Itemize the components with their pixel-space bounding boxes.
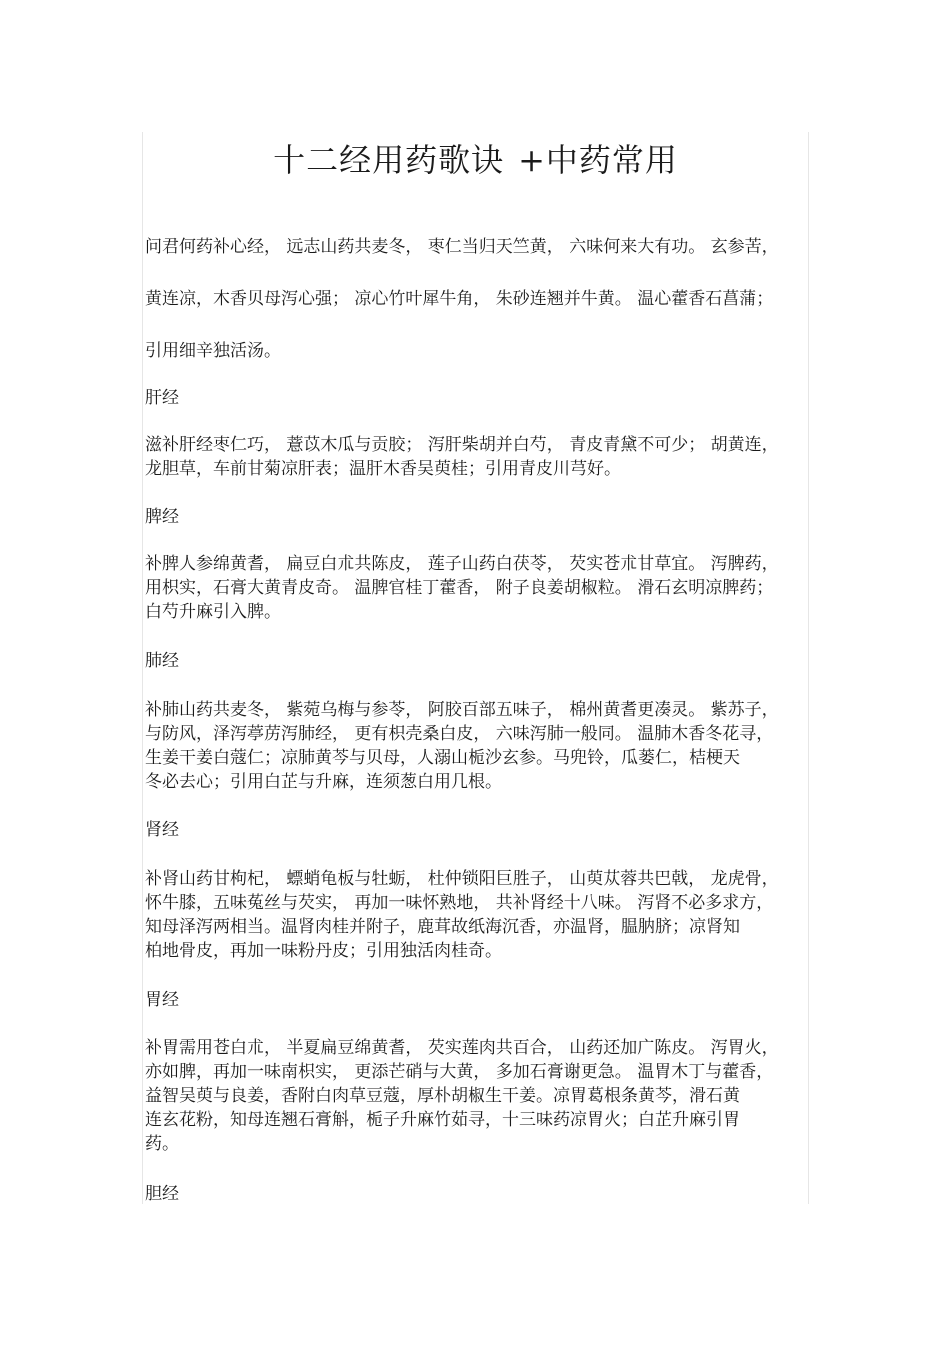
heart-paragraph — [145, 235, 810, 363]
section-heading-lung: 肺经 — [145, 651, 179, 671]
paragraph-line: 龙胆草，车前甘菊凉肝表；温肝木香吴萸桂；引用青皮川芎好。 — [145, 459, 621, 479]
section-heading-kidney: 肾经 — [145, 820, 179, 840]
section-heading-liver: 肝经 — [145, 388, 179, 408]
document-page — [142, 132, 809, 1204]
paragraph-line: 引用细辛独活汤。 — [145, 341, 281, 361]
lung-paragraph — [145, 698, 810, 794]
paragraph-line: 连玄花粉，知母连翘石膏斛，栀子升麻竹茹寻，十三味药凉胃火；白芷升麻引胃 — [145, 1110, 740, 1130]
paragraph-line: 补胃需用苍白朮， 半夏扁豆绵黄耆， 芡实莲肉共百合， 山药还加广陈皮。 泻胃火， — [145, 1038, 779, 1058]
section-heading-spleen: 脾经 — [145, 507, 179, 527]
paragraph-line: 冬必去心；引用白芷与升麻，连须葱白用几根。 — [145, 772, 502, 792]
liver-paragraph — [145, 433, 810, 481]
paragraph-line: 生姜干姜白蔻仁；凉肺黄芩与贝母，人溺山栀沙玄参。马兜铃，瓜蒌仁，桔梗天 — [145, 748, 740, 768]
paragraph-line: 黄连凉，木香贝母泻心强； 凉心竹叶犀牛角， 朱砂连翘并牛黄。 温心藿香石菖蒲； — [145, 289, 774, 309]
paragraph-line: 怀牛膝，五味菟丝与芡实， 再加一味怀熟地， 共补肾经十八味。 泻肾不必多求方， — [145, 893, 774, 913]
title-main: 十二经用药歌诀 — [273, 141, 505, 179]
section-heading-stomach: 胃经 — [145, 990, 179, 1010]
paragraph-line: 柏地骨皮，再加一味粉丹皮；引用独活肉桂奇。 — [145, 941, 502, 961]
paragraph-line: 亦如脾，再加一味南枳实， 更添芒硝与大黄， 多加石膏谢更急。 温胃木丁与藿香， — [145, 1062, 774, 1082]
document-title — [143, 138, 808, 182]
section-heading-gallbladder: 胆经 — [145, 1184, 179, 1204]
paragraph-line: 问君何药补心经， 远志山药共麦冬， 枣仁当归天竺黄， 六味何来大有功。 玄参苦， — [145, 237, 779, 257]
paragraph-line: 滋补肝经枣仁巧， 薏苡木瓜与贡胶； 泻肝柴胡并白芍， 青皮青黛不可少； 胡黄连， — [145, 435, 779, 455]
paragraph-line: 用枳实，石膏大黄青皮奇。 温脾官桂丁藿香， 附子良姜胡椒粒。 滑石玄明凉脾药； — [145, 578, 774, 598]
stomach-paragraph — [145, 1036, 810, 1156]
paragraph-line: 知母泽泻两相当。温肾肉桂并附子，鹿茸故纸海沉香，亦温肾，腽肭脐；凉肾知 — [145, 917, 740, 937]
paragraph-line: 补肺山药共麦冬， 紫菀乌梅与参苓， 阿胶百部五味子， 棉州黄耆更凑灵。 紫苏子， — [145, 700, 779, 720]
paragraph-line: 白芍升麻引入脾。 — [145, 602, 281, 622]
kidney-paragraph — [145, 867, 810, 963]
paragraph-line: 药。 — [145, 1134, 179, 1154]
spleen-paragraph — [145, 552, 810, 624]
paragraph-line: 益智吴萸与良姜，香附白肉草豆蔻，厚朴胡椒生干姜。凉胃葛根条黄芩，滑石黄 — [145, 1086, 740, 1106]
title-suffix: +中药常用 — [518, 141, 678, 179]
paragraph-line: 补脾人参绵黄耆， 扁豆白朮共陈皮， 莲子山药白茯苓， 芡实苍朮甘草宜。 泻脾药， — [145, 554, 779, 574]
paragraph-line: 与防风，泽泻葶苈泻肺经， 更有枳壳桑白皮， 六味泻肺一般同。 温肺木香冬花寻， — [145, 724, 774, 744]
paragraph-line: 补肾山药甘枸杞， 螵蛸龟板与牡蛎， 杜仲锁阳巨胜子， 山萸苁蓉共巴戟， 龙虎骨， — [145, 869, 779, 889]
